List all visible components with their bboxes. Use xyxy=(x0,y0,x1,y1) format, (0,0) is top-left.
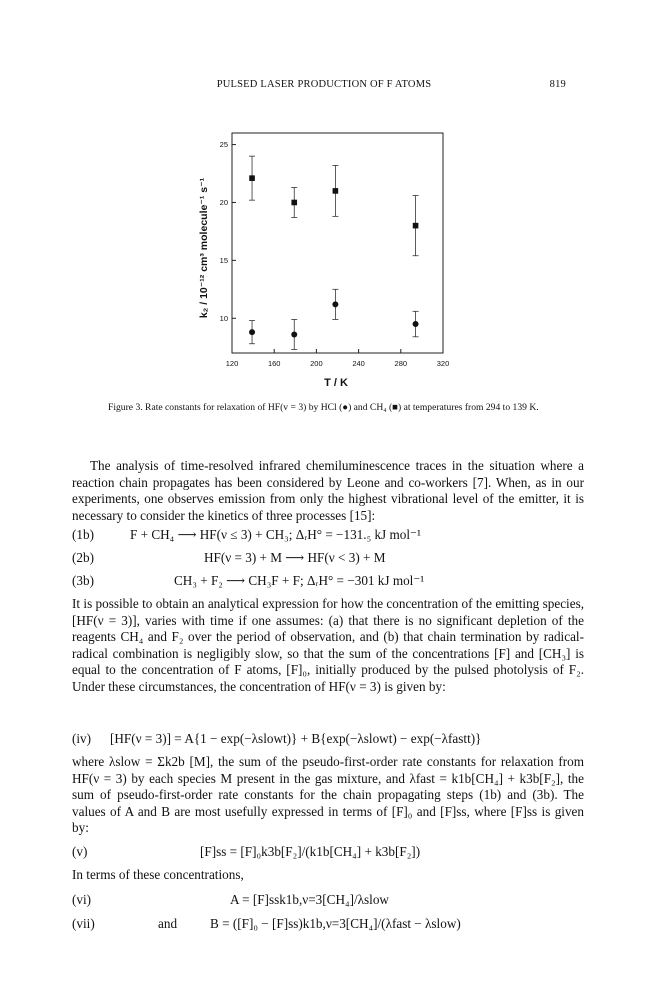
equation-body: A = [F]ssk1b,ν=3[CH₄]/λslow xyxy=(230,892,389,907)
equation-1b xyxy=(72,526,584,544)
hcl-circle-point xyxy=(413,321,419,327)
equation-vii xyxy=(72,915,584,933)
y-tick-label: 25 xyxy=(219,140,228,150)
equation-label: (3b) xyxy=(72,573,94,588)
paragraph-3: where λslow = Σk2b [M], the sum of the pseudo-first-order rate constants for relaxation from HF(ν = 3) by each species M present in the gas mixture, and λfast = k1b[CH₄] + k3b[F₂], the sum of pseudo-first-order rate constants for the chain propagating steps (1b) and (3b). The values of A and B are most usefully expressed in terms of [F]₀ and [F]ss, where [F]ss is given by: xyxy=(72,754,584,836)
hcl-circle-point xyxy=(249,329,255,335)
x-tick-label: 280 xyxy=(394,359,408,368)
x-axis-label: T / K xyxy=(324,377,348,389)
x-tick-label: 320 xyxy=(436,359,450,368)
equation-label: (2b) xyxy=(72,550,94,565)
plot-frame xyxy=(232,133,443,353)
x-tick-label: 200 xyxy=(310,359,323,368)
page-number: 819 xyxy=(549,79,566,90)
equation-label: (iv) xyxy=(72,731,92,746)
paragraph-1: The analysis of time-resolved infrared chemiluminescence traces in the situation where a reaction chain propagates has been considered by Leone and co-workers [7]. When, as in our experiments, one observes emission from only the highest vibrational level of the emitter, it is necessary to consider the kinetics of three processes [15]: xyxy=(72,458,584,523)
x-tick-label: 120 xyxy=(225,359,239,368)
paragraph-2: It is possible to obtain an analytical expression for how the concentration of the emitting species, [HF(ν = 3)], varies with time if one assumes: (a) that there is no significant depletion of the reagents CH₄ and F₂ over the period of observation, and (b) that chain termination by radical-radical combination is negligibly slow, so that the sum of the concentrations [F] and [CH₃] is equal to the concentration of F atoms, [F]₀, initially produced by the pulsed photolysis of F₂. Under these circumstances, the concentration of HF(ν = 3) is given by: xyxy=(72,596,584,694)
equation-2b xyxy=(72,549,584,567)
equation-body: [HF(ν = 3)] = A{1 − exp(−λslowt)} + B{exp(−λslowt) − exp(−λfastt)} xyxy=(110,731,482,746)
hcl-circle-point xyxy=(332,301,338,307)
hcl-circle-point xyxy=(291,331,297,337)
paragraph-4: In terms of these concentrations, xyxy=(72,867,244,882)
equation-body: F + CH₄ ⟶ HF(ν ≤ 3) + CH₃; ΔᵣH° = −131.₅ kJ mol⁻¹ xyxy=(130,527,421,542)
running-title: PULSED LASER PRODUCTION OF F ATOMS xyxy=(216,79,432,90)
ch4-square-point xyxy=(333,188,339,194)
equation-label: (v) xyxy=(72,844,88,859)
ch4-square-point xyxy=(413,223,419,229)
equation-body: [F]ss = [F]₀k3b[F₂]/(k1b[CH₄] + k3b[F₂]) xyxy=(200,844,421,859)
equation-v xyxy=(72,843,584,861)
equation-label: (vi) xyxy=(72,892,92,907)
running-head xyxy=(0,79,648,95)
equation-3b xyxy=(72,572,584,590)
y-axis-label: k₂ / 10⁻¹² cm³ molecule⁻¹ s⁻¹ xyxy=(198,177,210,319)
ch4-square-point xyxy=(249,175,255,181)
equation-body: HF(ν = 3) + M ⟶ HF(ν < 3) + M xyxy=(204,550,386,565)
y-tick-label: 20 xyxy=(219,197,228,207)
equation-label: (1b) xyxy=(72,527,94,542)
equation-body: CH₃ + F₂ ⟶ CH₃F + F; ΔᵣH° = −301 kJ mol⁻¹ xyxy=(174,573,425,588)
ch4-square-point xyxy=(291,200,297,206)
figure-caption: Figure 3. Rate constants for relaxation of HF(v = 3) by HCl (●) and CH₄ (■) at temperatures from 294 to 139 K. xyxy=(108,402,539,413)
y-tick-label: 10 xyxy=(219,313,228,323)
x-tick-label: 160 xyxy=(267,359,281,368)
equation-body: B = ([F]₀ − [F]ss)k1b,ν=3[CH₄]/(λfast − λslow) xyxy=(210,916,461,931)
y-tick-label: 15 xyxy=(219,255,228,265)
x-tick-label: 240 xyxy=(352,359,365,368)
figure-3-chart xyxy=(160,128,460,393)
equation-conjunction: and xyxy=(158,916,178,931)
equation-vi xyxy=(72,891,584,909)
equation-label: (vii) xyxy=(72,916,95,931)
equation-iv xyxy=(72,730,584,748)
